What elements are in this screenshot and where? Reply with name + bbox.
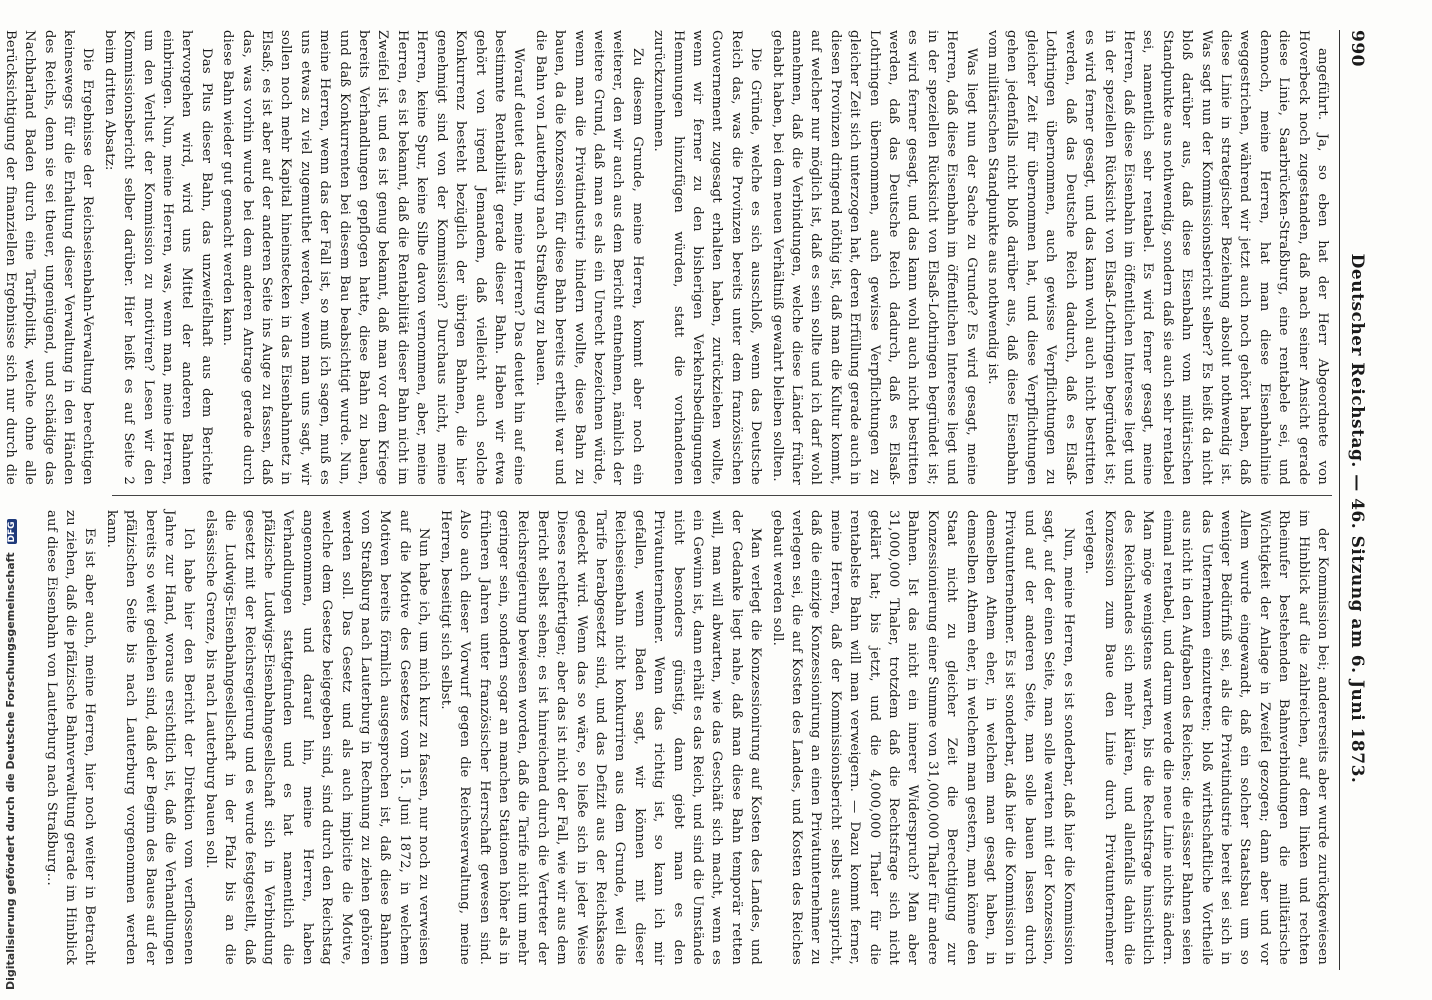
page-title: Deutscher Reichstag. — 46. Sitzung am 6. Juni 1873.	[1347, 253, 1367, 784]
credit-text: Digitalisierung gefördert durch die Deutsche Forschungsgemeinschaft	[4, 552, 17, 990]
paragraph: Nun, meine Herren, es ist sonderbar, daß hier die Kommission sagt, auf der einen Seite, man solle warten mit der Konzession, und auf der anderen Seite, man solle bauen lassen durch Privatunternehmer. Es ist sonderbar, daß hier die Kommission in demselben Athem eher, in welchem man gesagt haben, in demselben Athem eher, in welchem man gestern, man könne den Staat nicht zu gleicher Zeit die Berechtigung zur Konzessionierung einer Summe von 31,000,000 Thaler für andere Bahnen. Ist das nicht ein innerer Widerspruch? Man aber 31,000,000 Thaler, trotzdem daß die Rechtsfrage sich nicht geklärt hat; bis jetzt, und die 4,000,000 Thaler für die rentabelste Bahn will man verweigern. — Dazu kommt ferner, meine Herren, daß der Kommissionsbericht selbst ausspricht, daß die einzige Konzessionirung an einen Privatunternehmer zu verlegen sei, die auf Kosten des Landes, und Kosten des Reiches gebaut werden soll.	[769, 510, 1076, 965]
paragraph: Das Plus dieser Bahn, das unzweifelhaft aus dem Berichte hervorgehen wird, wird uns Mittel der anderen Bahnen einbringen. Nun, meine Herren, was, wenn man, meine Herren, um den Verlust der Kommission zu motiviren? Lesen wir den Kommissionsbericht selber darüber. Hier heißt es auf Seite 2 beim dritten Absatz:	[101, 30, 214, 485]
paragraph: Zu diesem Grunde, meine Herren, kommt aber noch ein weiterer, den wir auch aus dem Bericht entnehmen, nämlich der weitere Grund, daß man es als ein Unrecht bezeichnen würde, wenn man die Privatindustrie hindern wollte, diese Bahn zu bauen, da die Konzession für diese Bahn bereits ertheilt war und die Bahn von Lauterburg nach Straßburg zu bauen.	[532, 30, 645, 485]
dfg-logo-icon: DFG	[7, 521, 17, 543]
paragraph: Nun habe ich, um mich kurz zu fassen, nur noch zu verweisen auf die Motive des Gesetzes vom 15. Juni 1872, in welchem Motiven bereits förmlich ausgesprochen ist, daß diese Bahnen von Straßburg nach Lauterburg in Rechnung zu ziehen gehören werden soll. Das Gesetz und als auch implicite die Motive, welche dem Gesetze beigegeben sind, sind durch den Reichstag angenommen, und darauf hin, meine Herren, haben Verhandlungen stattgefunden und es hat namentlich die pfälzische Ludwigs-Eisenbahngesellschaft sich in Verbindung gesetzt mit der Reichsregierung und es wurde festgestellt, daß die Ludwigs-Eisenbahngesellschaft in der Pfalz bis an die elsässische Grenze, bis nach Lauterburg bauen soll.	[202, 510, 432, 965]
paragraph: angeführt. Ja, so eben hat der Herr Abgeordnete von Hoverbeck noch zugestanden, daß nach seiner Ansicht gerade diese Linie, Saarbrücken-Straßburg, eine rentabele sei, und dennoch, meine Herren, hat man diese Eisenbahnlinie weggestrichen, während wir jetzt auch noch gehört haben, daß diese Linie in strategischer Beziehung absolut nothwendig ist. Was sagt nun der Kommissionsbericht selber? Es heißt da nicht bloß darüber aus, daß diese Eisenbahn vom militärischen Standpunkte aus nothwendig, sondern daß sie auch sehr rentabel sei, namentlich sehr rentabel. Es wird ferner gesagt, meine Herren, daß diese Eisenbahn im öffentlichen Interesse liegt und in der speziellen Rücksicht von Elsaß-Lothringen begründet ist; es wird ferner gesagt, und das kann wohl auch nicht bestritten werden, daß das Deutsche Reich dadurch, daß es Elsaß-Lothringen übernommen, auch gewisse Verpflichtungen zu gleicher Zeit für übernommen hat, und diese Verpflichtungen gehen jedenfalls nicht bloß darüber aus, daß diese Eisenbahn vom militärischen Standpunkte aus nothwendig ist.	[985, 30, 1330, 485]
paragraph: Ich habe hier den Bericht der Direktion vom verflossenen Jahre zur Hand, woraus ersichtlich ist, daß die Verhandlungen bereits so weit gediehen sind, daß der Beginn des Baues auf der pfälzischen Seite bis nach Lauterburg vorgenommen werden kann.	[103, 510, 197, 965]
paragraph: Es ist aber auch, meine Herren, hier noch weiter in Betracht zu ziehen, daß die pfälzische Bahnverwaltung gerade im Hinblick auf diese Eisenbahn von Lauterburg nach Straßburg...	[43, 510, 98, 965]
paragraph: Die Ergebnisse der Reichseisenbahn-Verwaltung berechtigen keineswegs für die Erhaltung dieser Verwaltung in den Händen des Reichs, denn sie sei theuer, ungenügend, und schädige das Nachbarland Baden durch eine Tarifpolitik, welche ohne alle Berücksichtigung der finanziellen Ergebnisse sich nur durch die	[2, 30, 96, 485]
page-header	[1342, 30, 1372, 970]
paragraph: Man verlegt die Konzessionirung auf Kosten des Landes, und der Gedanke liegt nahe, daß man diese Bahn temporär retten will, man will abwarten, wie das Geschäft sich macht, wenn es ein Gewinn ist, dann erhält es das Reich, und sind die Umstände nicht besonders günstig, dann giebt man es den Privatunternehmer. Wenn das richtig ist, so kann ich mir gefallen, wenn Baden sagt, wir können mit dieser Reichseisenbahn nicht konkurriren aus dem Grunde, weil die Tarife herabgesetzt sind, und das Defizit aus der Reichskasse gedeckt wird. Wenn das so wäre, so ließe sich in jeder Weise Dieses rechtfertigen; aber das ist nicht der Fall, wie wir aus dem Bericht selbst sehen; es ist hinreichend durch die Vertreter der Reichsregierung bewiesen worden, daß die Tarife nicht um mehr geringer sein, sondern sogar an manchen Stationen höher als in früheren Jahren unter französischer Herrschaft gewesen sind. Also auch dieser Vorwurf gegen die Reichsverwaltung, meine Herren, beseitigt sich selbst.	[437, 510, 764, 965]
text-column-right	[43, 510, 1332, 965]
digitization-credit	[4, 519, 17, 990]
text-column-left	[2, 30, 1332, 485]
paragraph: Die Gründe, welche es sich ausschloß, wenn das Deutsche Reich das, was die Provinzen bereits unter dem französischen Gouvernement zugesagt erhalten haben, zurückziehen wollte, wenn wir ferner zu den bisherigen Verkehrsbedingungen Hemmungen hinzufügen würden, statt die vorhandenen zurückzunehmen.	[651, 30, 764, 485]
page-number: 990	[1347, 30, 1367, 67]
header-rule	[1339, 30, 1340, 970]
column-divider	[112, 495, 1332, 496]
paragraph: der Kommission bei; andererseits aber wurde zurückgewiesen im Hinblick auf die zahlreichen, auf dem linken und rechten Rheinufer bestehenden Bahnverbindungen die militärische Wichtigkeit der Anlage in Zweifel gezogen; dann aber und vor Allem wurde eingewandt, daß ein solcher Staatsbau um so weniger Bedürfniß sei, als die Privatindustrie bereit sei sich in das Unternehmen einzutreten; bloß wirthschaftliche Vortheile aus nicht in den Aufgaben des Reiches; die elsässer Bahnen seien einmal rentabel, und darum werde die neue Linie nichts ändern. Man möge wenigstens warten, bis die Rechtsfrage hinsichtlich des Reichslandes sich mehr klären, und allenfalls dahin die Konzession zum Baue den Linie durch Privatunternehmer verlegen.	[1082, 510, 1330, 965]
paragraph: Worauf deutet das hin, meine Herren? Das deutet hin auf eine bestimmte Rentabilität gerade dieser Bahn. Haben wir etwa gehört von irgend Jemandem, daß vielleicht auch solche Konkurrenz besteht bezüglich der übrigen Bahnen, die hier genehmigt sind von der Kommission? Durchaus nicht, meine Herren, keine Spur, keine Silbe davon vernommen, aber, meine Herren, es ist bekannt, daß die Rentabilität dieser Bahn nicht im Zweifel ist, und es ist genug bekannt, daß man vor dem Kriege bereits Verhandlungen gepflogen hatte, diese Bahn zu bauen, und daß Konkurrenten bei diesem Bau beabsichtigt wurde. Nun, meine Herren, wenn das der Fall ist, so muß ich sagen, muß es uns etwas zu viel zugemuthet werden, wenn man uns sagt, wir sollen noch mehr Kapital hineinstecken in das Eisenbahnnetz in Elsaß; es ist aber auf der anderen Seite ins Auge zu fassen, daß das, was vorhin wurde bei dem anderen Antrage gerade durch diese Bahn wieder gut gemacht werden kann.	[220, 30, 527, 485]
paragraph: Was liegt nun der Sache zu Grunde? Es wird gesagt, meine Herren, daß diese Eisenbahn im öffentlichen Interesse liegt und in der speziellen Rücksicht von Elsaß-Lothringen begründet ist; es wird ferner gesagt, und das kann wohl auch nicht bestritten werden, daß das Deutsche Reich dadurch, daß es Elsaß-Lothringen übernommen, auch gewisse Verpflichtungen zu gleicher Zeit sich unterzogen hat, deren Erfüllung gerade auch in diesen Provinzen dringend nöthig ist, daß man die Kultur kommt, auf welcher nur möglich ist, daß es sein sollte und ich darf wohl annehmen, daß die Verbindungen, welche diese Länder früher gehabt haben, bei dem neuen Verhältniß gewahrt bleiben sollten.	[769, 30, 979, 485]
